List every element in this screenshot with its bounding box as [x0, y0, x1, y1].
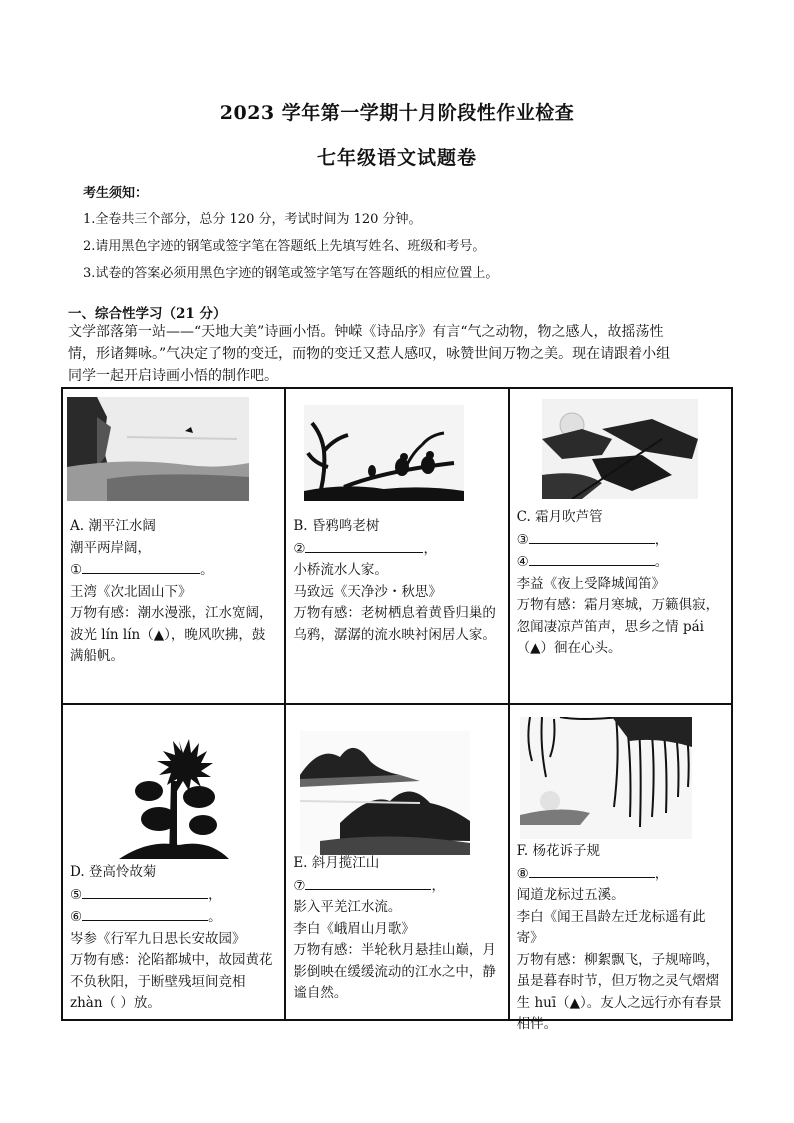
blank-8-line	[529, 863, 655, 878]
card-f-author: 李白《闻王昌龄左迁龙标遥有此寄》	[516, 908, 706, 946]
blank-7-punct: ，	[431, 877, 445, 894]
card-b-blank-row	[293, 538, 501, 561]
blank-3-punct: ，	[654, 531, 669, 548]
blank-2-marker: ②	[293, 540, 306, 557]
card-b-feel: 万物有感：老树栖息着黄昏归巢的乌鸦，潺潺的流水映衬闲居人家。	[293, 605, 496, 643]
card-e-author: 李白《峨眉山月歌》	[293, 920, 415, 937]
card-e	[285, 704, 508, 1020]
card-b-text	[293, 516, 501, 646]
card-d-feel: 万物有感：沦陷都城中，故园黄花不负秋阳，于断壁残垣间竞相 zhàn（ ）放。	[70, 952, 273, 1011]
card-a	[62, 388, 285, 704]
blank-2-line	[305, 538, 423, 553]
notice-heading: 考生须知：	[83, 186, 149, 201]
card-d-text	[70, 862, 278, 1015]
card-c-text	[517, 507, 725, 660]
blank-7-line	[305, 875, 431, 890]
blank-3-marker: ③	[516, 531, 529, 548]
card-d-title: D. 登高怜故菊	[70, 864, 157, 880]
card-f	[509, 704, 732, 1032]
blank-5-marker: ⑤	[70, 886, 83, 903]
intro-line-1: 文学部落第一站——“天地大美”诗画小悟。钟嵘《诗品序》有言“气之动物，物之感人，故摇荡性	[68, 324, 664, 340]
blank-1-marker: ①	[70, 562, 83, 578]
section-intro	[68, 321, 738, 387]
card-a-title: A. 潮平江水阔	[70, 518, 156, 534]
intro-line-2: 情，形诸舞咏。”气决定了物的变迁，而物的变迁又惹人感叹，咏赞世间万物之美。现在请跟着小组	[68, 346, 671, 362]
card-f-title: F. 杨花诉子规	[516, 843, 601, 859]
card-e-blank-row	[293, 875, 501, 898]
exam-subtitle: 七年级语文试题卷	[316, 147, 477, 169]
card-c-feel: 万物有感：霜月寒城，万籁俱寂，忽闻凄凉芦笛声，思乡之情 pái（▲）徊在心头。	[516, 597, 720, 656]
blank-4-line	[529, 551, 655, 566]
card-f-line-2: 闻道龙标过五溪。	[516, 887, 625, 903]
notice-item-1: 1.全卷共三个部分，总分 120 分，考试时间为 120 分钟。	[83, 212, 422, 227]
card-d-blank-row-2	[70, 906, 278, 929]
section-heading: 一、综合性学习（21 分）	[68, 306, 227, 322]
blank-6-punct: 。	[208, 909, 222, 925]
blank-4-marker: ④	[516, 554, 529, 570]
card-c-blank-row-2	[517, 551, 725, 574]
card-e-line-2: 影入平羌江水流。	[293, 899, 402, 915]
card-a-author: 王湾《次北固山下》	[70, 583, 192, 600]
card-f-feel: 万物有感：柳絮飘飞，子规啼鸣，虽是暮春时节，但万物之灵气熠熠生 huī（▲）。友人之远行亦有春景相伴。	[516, 951, 722, 1032]
ink-painting-chrysanthemum-image	[119, 731, 229, 859]
ink-painting-river-boat-image	[67, 397, 249, 501]
blank-2-punct: ，	[423, 540, 437, 557]
poem-card-grid	[61, 387, 733, 1032]
card-c	[509, 388, 732, 704]
card-c-author: 李益《夜上受降城闻笛》	[516, 575, 666, 592]
card-d-author: 岑参《行军九日思长安故园》	[70, 930, 246, 947]
blank-1-punct: 。	[200, 562, 214, 578]
ink-painting-willow-moon-image	[520, 717, 692, 839]
blank-5-line	[82, 884, 208, 899]
card-c-title: C. 霜月吹芦管	[516, 509, 603, 525]
blank-6-line	[82, 906, 208, 921]
card-a-line-1: 潮平两岸阔，	[70, 539, 151, 556]
card-b	[285, 388, 508, 704]
ink-painting-frost-moon-leaves-image	[542, 399, 698, 499]
card-b-title: B. 昏鸦鸣老树	[293, 518, 380, 534]
blank-5-punct: ，	[208, 886, 222, 903]
card-b-author: 马致远《天净沙・秋思》	[293, 583, 442, 600]
card-d	[62, 704, 285, 1020]
blank-3-line	[529, 529, 655, 544]
card-e-title: E. 斜月揽江山	[293, 855, 380, 871]
blank-6-marker: ⑥	[70, 909, 83, 925]
card-d-blank-row-1	[70, 884, 278, 907]
card-a-blank-row	[70, 559, 278, 582]
blank-8-marker: ⑧	[516, 865, 529, 882]
notice-item-3: 3.试卷的答案必须用黑色字迹的钢笔或签字笔写在答题纸的相应位置上。	[83, 266, 499, 281]
blank-7-marker: ⑦	[293, 877, 306, 894]
card-f-blank-row	[517, 863, 725, 886]
exam-title: 2023 学年第一学期十月阶段性作业检查	[219, 102, 575, 124]
card-a-text	[70, 516, 278, 668]
card-c-blank-row-1	[517, 529, 725, 552]
intro-line-3: 同学一起开启诗画小悟的制作吧。	[68, 368, 278, 384]
ink-painting-crows-old-tree-image	[304, 405, 464, 501]
notice-item-2: 2.请用黑色字迹的钢笔或签字笔在答题纸上先填写姓名、班级和考号。	[83, 239, 486, 254]
card-e-text	[293, 853, 501, 1005]
blank-4-punct: 。	[654, 554, 669, 570]
card-b-line-2: 小桥流水人家。	[293, 562, 388, 578]
card-a-feel: 万物有感：潮水漫涨，江水宽阔，波光 lín lín（▲），晚风吹拂，鼓满船帆。	[70, 605, 273, 664]
ink-painting-mountains-river-image	[300, 731, 470, 855]
blank-8-punct: ，	[654, 865, 669, 882]
blank-1-line	[82, 559, 200, 574]
card-e-feel: 万物有感：半轮秋月悬挂山巅，月影倒映在缓缓流动的江水之中，静谧自然。	[293, 942, 496, 1001]
card-f-text	[517, 841, 725, 1036]
